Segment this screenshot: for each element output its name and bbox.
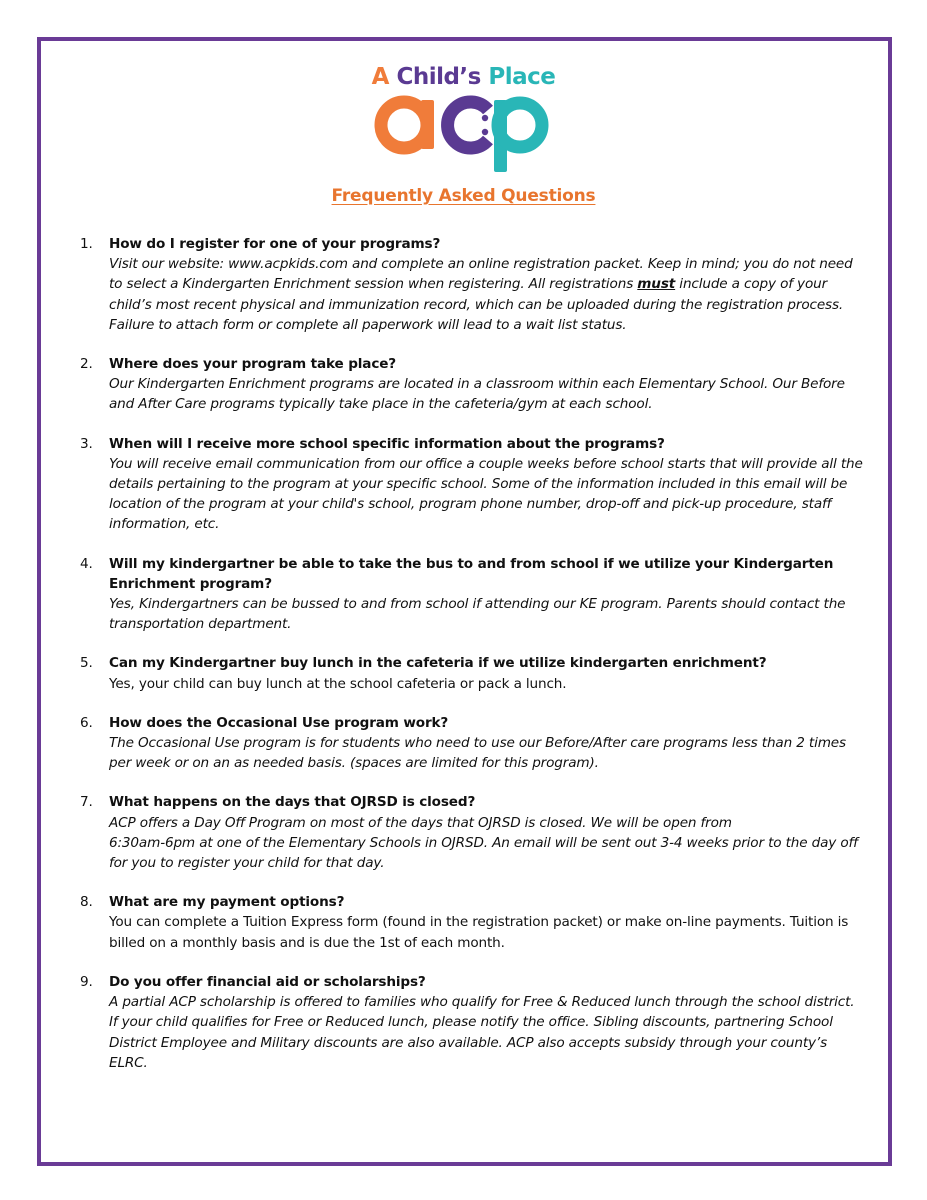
faq-list	[80, 234, 866, 1092]
faq-item-2	[80, 354, 866, 415]
logo-wordmark	[0, 64, 927, 90]
faq-number: 8.	[80, 894, 93, 911]
faq-number: 9.	[80, 973, 93, 990]
faq-question: What happens on the days that OJRSD is closed?	[109, 794, 476, 811]
emphasis-must: must	[637, 276, 676, 293]
faq-answer: Yes, Kindergartners can be bussed to and from school if attending our KE program. Parents should contact the transportation department.	[109, 596, 846, 633]
faq-question: What are my payment options?	[109, 894, 345, 911]
faq-item-4	[80, 554, 866, 635]
faq-answer: Our Kindergarten Enrichment programs are located in a classroom within each Elementary School. Our Before and After Care programs typically take place in the cafeteria/gym at each school.	[109, 376, 845, 413]
faq-number: 5.	[80, 655, 93, 672]
faq-question: Do you offer financial aid or scholarships?	[109, 973, 426, 990]
faq-answer	[109, 254, 866, 335]
faq-item-3	[80, 434, 866, 535]
logo-letter-a	[381, 100, 434, 149]
logo-letter-p	[494, 100, 542, 172]
faq-question: How do I register for one of your programs?	[109, 236, 441, 252]
faq-number: 4.	[80, 555, 93, 572]
faq-answer-part: Visit our website: www.acpkids.com and complete an online registration packet. Keep in mind; you do not need to select a Kindergarten Enrichment session when registering. All registrations	[109, 256, 853, 293]
logo-word-childs: Child’s	[396, 64, 481, 90]
faq-answer-line-1: ACP offers a Day Off Program on most of the days that OJRSD is closed. We will be open from	[109, 814, 732, 831]
faq-item-9	[80, 972, 866, 1073]
faq-answer: Yes, your child can buy lunch at the school cafeteria or pack a lunch.	[109, 675, 567, 692]
faq-answer-part: include a copy of your child’s most recent physical and immunization record, which can be uploaded during the registration process. Failure to attach form or complete all paperwork will lead to a wait list status.	[109, 276, 844, 333]
logo-word-a: A	[371, 64, 389, 90]
faq-item-6	[80, 713, 866, 774]
faq-answer: You can complete a Tuition Express form (found in the registration packet) or make on-line payments. Tuition is billed on a monthly basis and is due the 1st of each month.	[109, 914, 849, 951]
faq-answer-line-2: 6:30am-6pm at one of the Elementary Schools in OJRSD. An email will be sent out 3-4 weeks prior to the day off for you to register your child for that day.	[109, 834, 858, 872]
faq-number: 6.	[80, 714, 93, 731]
acp-logo	[0, 58, 927, 178]
logo-word-place: Place	[488, 64, 556, 90]
faq-question: How does the Occasional Use program work?	[109, 714, 449, 731]
faq-item-5	[80, 653, 866, 693]
faq-item-7	[80, 792, 866, 873]
faq-question: Where does your program take place?	[109, 356, 397, 373]
faq-item-8	[80, 892, 866, 953]
faq-answer: You will receive email communication from our office a couple weeks before school starts that will provide all the details pertaining to the program at your specific school. Some of the information included in this email will be location of the program at your child's school, program phone number, drop-off and pick-up procedure, staff information, etc.	[109, 455, 863, 533]
faq-question: Will my kindergartner be able to take the bus to and from school if we utilize your Kindergarten Enrichment program?	[109, 555, 834, 592]
logo-letter-c	[448, 102, 489, 148]
faq-question: Can my Kindergartner buy lunch in the cafeteria if we utilize kindergarten enrichment?	[109, 655, 767, 672]
acp-letter-mark	[372, 94, 554, 174]
faq-item-1	[80, 234, 866, 335]
page-title: Frequently Asked Questions	[331, 186, 596, 206]
faq-number: 7.	[80, 794, 93, 811]
faq-answer: The Occasional Use program is for students who need to use our Before/After care programs less than 2 times per week or on an as needed basis. (spaces are limited for this program).	[109, 735, 846, 772]
faq-question: When will I receive more school specific information about the programs?	[109, 435, 665, 452]
faq-number: 2.	[80, 356, 93, 373]
faq-number: 1.	[80, 236, 93, 252]
faq-answer: A partial ACP scholarship is offered to families who qualify for Free & Reduced lunch through the school district. If your child qualifies for Free or Reduced lunch, please notify the office. Sibling discounts, partnering School District Employee and Military discounts are also available. ACP also accepts subsidy through your county’s ELRC.	[109, 994, 855, 1071]
faq-number: 3.	[80, 435, 93, 452]
